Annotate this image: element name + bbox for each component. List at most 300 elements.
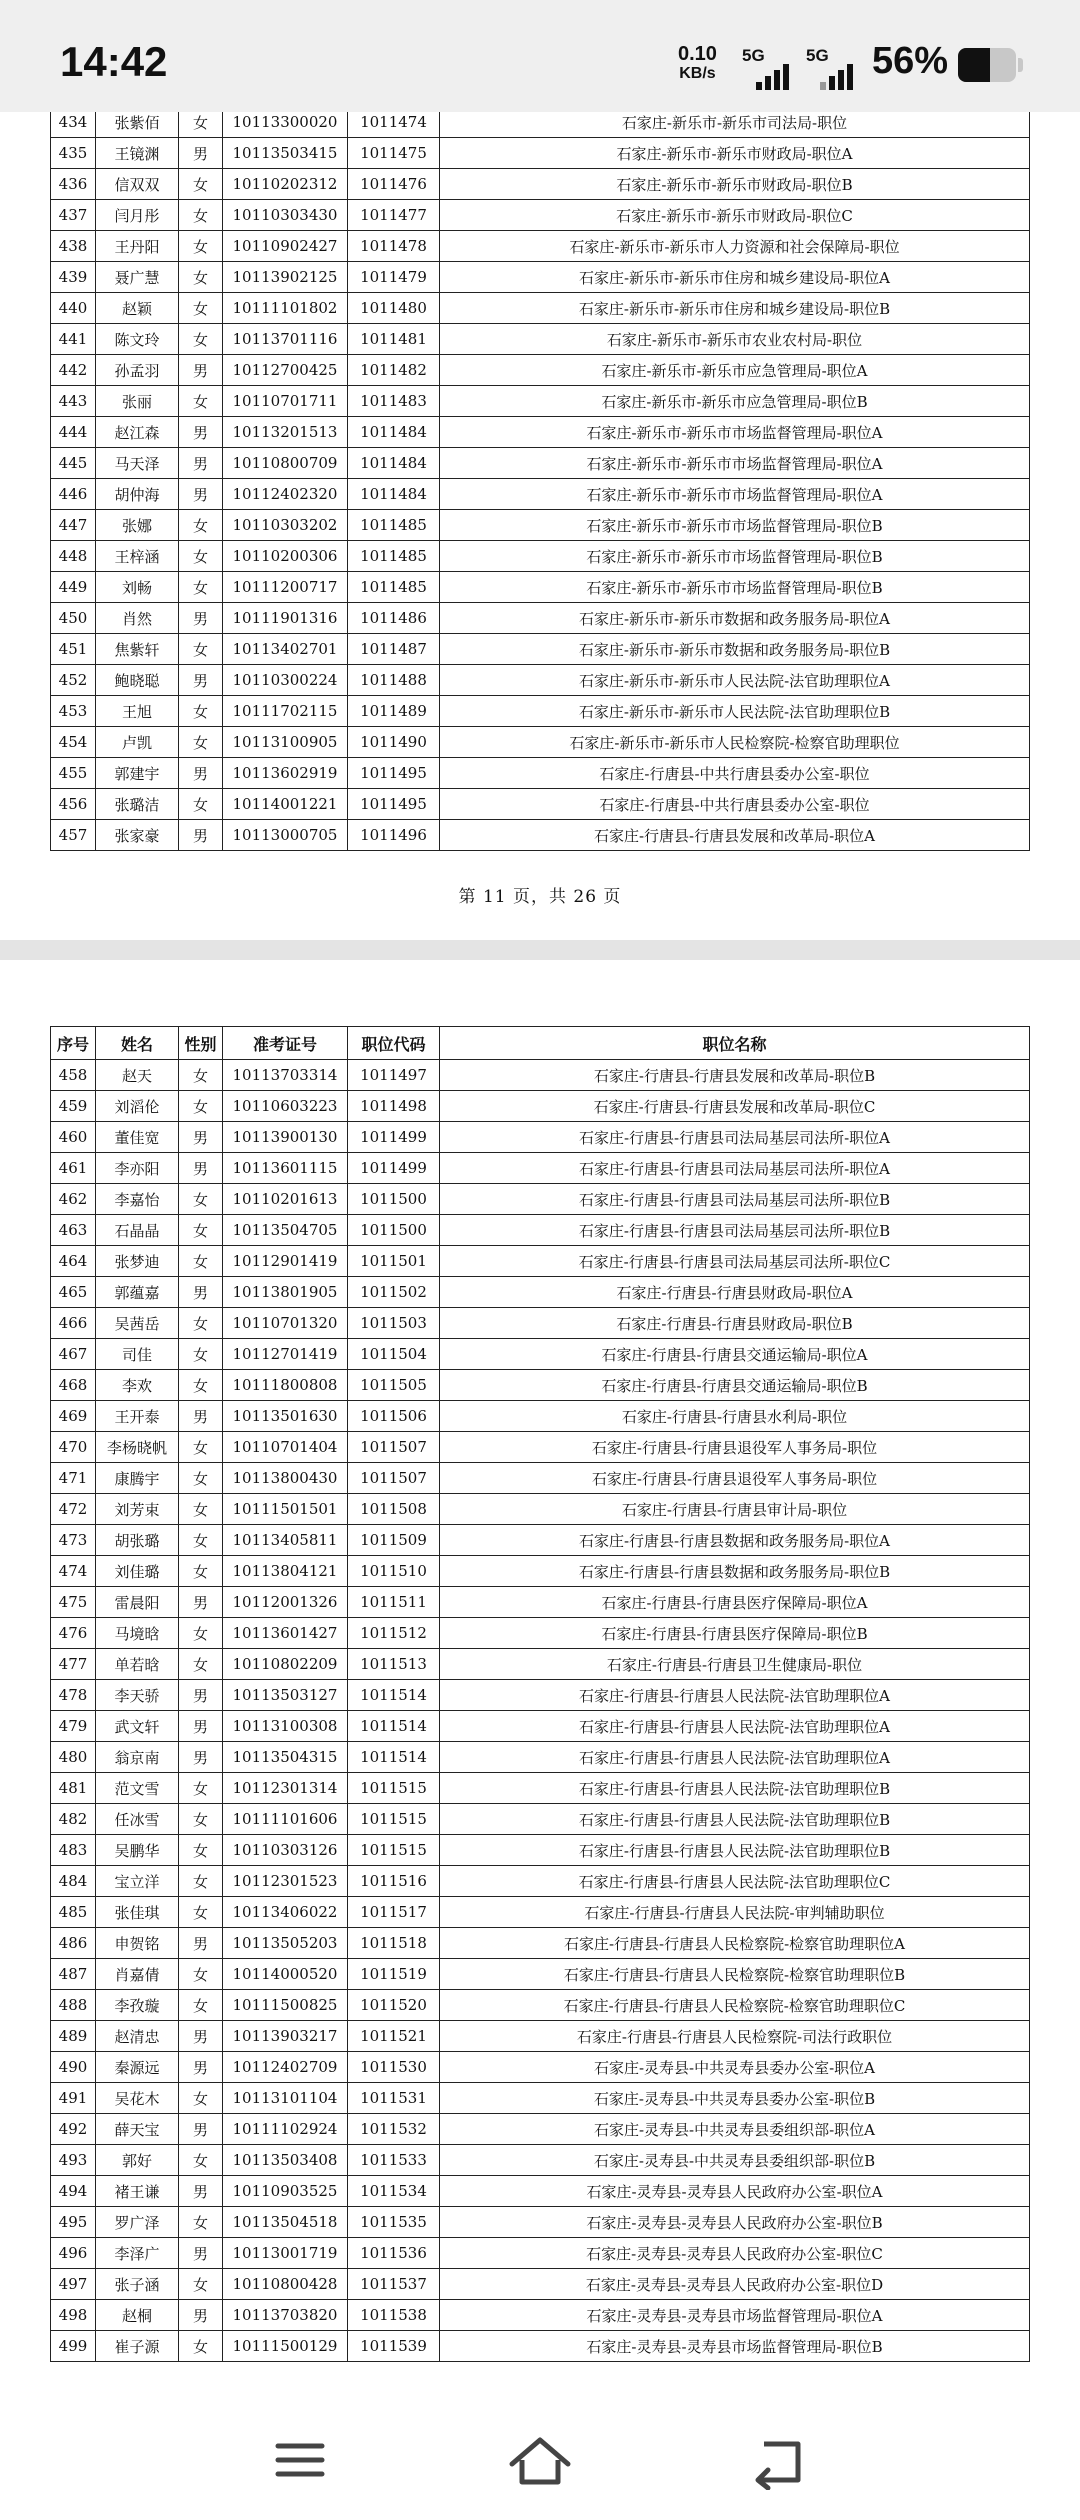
table-row bbox=[51, 1308, 1030, 1339]
gender-cell: 女 bbox=[179, 262, 223, 293]
code-cell: 1011521 bbox=[348, 2021, 440, 2052]
seq-cell: 437 bbox=[51, 200, 96, 231]
name-cell: 赵桐 bbox=[96, 2300, 179, 2331]
table-row bbox=[51, 1959, 1030, 1990]
code-cell: 1011515 bbox=[348, 1835, 440, 1866]
gender-cell: 女 bbox=[179, 1184, 223, 1215]
seq-cell: 449 bbox=[51, 572, 96, 603]
position-cell: 石家庄-行唐县-行唐县水利局-职位 bbox=[440, 1401, 1030, 1432]
seq-cell: 471 bbox=[51, 1463, 96, 1494]
seq-cell: 434 bbox=[51, 112, 96, 138]
menu-icon[interactable] bbox=[260, 2430, 340, 2490]
code-cell: 1011507 bbox=[348, 1432, 440, 1463]
ticket-cell: 10110201613 bbox=[223, 1184, 348, 1215]
name-cell: 马天泽 bbox=[96, 448, 179, 479]
network-speed bbox=[678, 44, 717, 84]
seq-cell: 492 bbox=[51, 2114, 96, 2145]
code-cell: 1011510 bbox=[348, 1556, 440, 1587]
code-cell: 1011514 bbox=[348, 1711, 440, 1742]
name-cell: 董佳宽 bbox=[96, 1122, 179, 1153]
name-cell: 赵天 bbox=[96, 1060, 179, 1091]
ticket-cell: 10111702115 bbox=[223, 696, 348, 727]
table-row bbox=[51, 1835, 1030, 1866]
table-row bbox=[51, 1990, 1030, 2021]
table-row bbox=[51, 665, 1030, 696]
position-cell: 石家庄-行唐县-行唐县审计局-职位 bbox=[440, 1494, 1030, 1525]
name-cell: 刘佳璐 bbox=[96, 1556, 179, 1587]
gender-cell: 男 bbox=[179, 603, 223, 634]
table-row bbox=[51, 1184, 1030, 1215]
code-cell: 1011503 bbox=[348, 1308, 440, 1339]
table-row bbox=[51, 572, 1030, 603]
table-row bbox=[51, 2083, 1030, 2114]
gender-cell: 男 bbox=[179, 479, 223, 510]
position-cell: 石家庄-灵寿县-中共灵寿县委办公室-职位B bbox=[440, 2083, 1030, 2114]
results-table-page-11 bbox=[50, 112, 1030, 851]
ticket-cell: 10112700425 bbox=[223, 355, 348, 386]
document-page-12 bbox=[0, 960, 1080, 2400]
code-cell: 1011517 bbox=[348, 1897, 440, 1928]
gender-cell: 女 bbox=[179, 293, 223, 324]
gender-cell: 女 bbox=[179, 386, 223, 417]
ticket-cell: 10110300224 bbox=[223, 665, 348, 696]
name-cell: 李杨晓帆 bbox=[96, 1432, 179, 1463]
name-cell: 司佳 bbox=[96, 1339, 179, 1370]
code-cell: 1011536 bbox=[348, 2238, 440, 2269]
ticket-cell: 10112001326 bbox=[223, 1587, 348, 1618]
ticket-cell: 10111200717 bbox=[223, 572, 348, 603]
name-cell: 秦源远 bbox=[96, 2052, 179, 2083]
code-cell: 1011489 bbox=[348, 696, 440, 727]
code-cell: 1011538 bbox=[348, 2300, 440, 2331]
gender-cell: 女 bbox=[179, 1804, 223, 1835]
gender-cell: 女 bbox=[179, 1432, 223, 1463]
code-cell: 1011485 bbox=[348, 541, 440, 572]
ticket-cell: 10113504518 bbox=[223, 2207, 348, 2238]
position-cell: 石家庄-行唐县-行唐县人民法院-法官助理职位B bbox=[440, 1835, 1030, 1866]
gender-cell: 女 bbox=[179, 2083, 223, 2114]
page-footer: 第 11 页，共 26 页 bbox=[458, 887, 622, 907]
ticket-cell: 10110802209 bbox=[223, 1649, 348, 1680]
ticket-cell: 10110800709 bbox=[223, 448, 348, 479]
table-row bbox=[51, 324, 1030, 355]
ticket-cell: 10110701711 bbox=[223, 386, 348, 417]
name-cell: 李欢 bbox=[96, 1370, 179, 1401]
name-cell: 李泽广 bbox=[96, 2238, 179, 2269]
code-cell: 1011507 bbox=[348, 1463, 440, 1494]
name-cell: 卢凯 bbox=[96, 727, 179, 758]
ticket-cell: 10113501630 bbox=[223, 1401, 348, 1432]
seq-cell: 438 bbox=[51, 231, 96, 262]
ticket-cell: 10114001221 bbox=[223, 789, 348, 820]
table-row bbox=[51, 448, 1030, 479]
ticket-cell: 10113503415 bbox=[223, 138, 348, 169]
ticket-cell: 10110303430 bbox=[223, 200, 348, 231]
gender-cell: 女 bbox=[179, 1370, 223, 1401]
ticket-cell: 10111500825 bbox=[223, 1990, 348, 2021]
seq-cell: 477 bbox=[51, 1649, 96, 1680]
table-row bbox=[51, 2176, 1030, 2207]
position-cell: 石家庄-新乐市-新乐市数据和政务服务局-职位A bbox=[440, 603, 1030, 634]
position-cell: 石家庄-行唐县-行唐县数据和政务服务局-职位B bbox=[440, 1556, 1030, 1587]
name-cell: 张梦迪 bbox=[96, 1246, 179, 1277]
name-cell: 陈文玲 bbox=[96, 324, 179, 355]
seq-cell: 485 bbox=[51, 1897, 96, 1928]
code-cell: 1011479 bbox=[348, 262, 440, 293]
seq-cell: 484 bbox=[51, 1866, 96, 1897]
position-cell: 石家庄-灵寿县-中共灵寿县委组织部-职位A bbox=[440, 2114, 1030, 2145]
ticket-cell: 10110902427 bbox=[223, 231, 348, 262]
seq-cell: 439 bbox=[51, 262, 96, 293]
ticket-cell: 10113800430 bbox=[223, 1463, 348, 1494]
position-cell: 石家庄-行唐县-行唐县退役军人事务局-职位 bbox=[440, 1432, 1030, 1463]
table-row bbox=[51, 1556, 1030, 1587]
position-cell: 石家庄-行唐县-行唐县人民检察院-司法行政职位 bbox=[440, 2021, 1030, 2052]
table-row bbox=[51, 386, 1030, 417]
seq-cell: 462 bbox=[51, 1184, 96, 1215]
name-cell: 张丽 bbox=[96, 386, 179, 417]
name-cell: 李亦阳 bbox=[96, 1153, 179, 1184]
seq-cell: 469 bbox=[51, 1401, 96, 1432]
name-cell: 闫月彤 bbox=[96, 200, 179, 231]
table-row bbox=[51, 479, 1030, 510]
gender-cell: 女 bbox=[179, 2145, 223, 2176]
table-row bbox=[51, 758, 1030, 789]
ticket-cell: 10110303126 bbox=[223, 1835, 348, 1866]
table-row bbox=[51, 1370, 1030, 1401]
seq-cell: 435 bbox=[51, 138, 96, 169]
position-cell: 石家庄-灵寿县-灵寿县市场监督管理局-职位A bbox=[440, 2300, 1030, 2331]
name-cell: 宝立洋 bbox=[96, 1866, 179, 1897]
position-cell: 石家庄-行唐县-行唐县交通运输局-职位A bbox=[440, 1339, 1030, 1370]
ticket-cell: 10112701419 bbox=[223, 1339, 348, 1370]
position-cell: 石家庄-行唐县-行唐县财政局-职位B bbox=[440, 1308, 1030, 1339]
position-cell: 石家庄-行唐县-行唐县数据和政务服务局-职位A bbox=[440, 1525, 1030, 1556]
code-cell: 1011484 bbox=[348, 417, 440, 448]
code-cell: 1011512 bbox=[348, 1618, 440, 1649]
name-cell: 范文雪 bbox=[96, 1773, 179, 1804]
name-cell: 王梓涵 bbox=[96, 541, 179, 572]
position-cell: 石家庄-灵寿县-中共灵寿县委组织部-职位B bbox=[440, 2145, 1030, 2176]
code-cell: 1011495 bbox=[348, 758, 440, 789]
seq-cell: 448 bbox=[51, 541, 96, 572]
name-cell: 张家豪 bbox=[96, 820, 179, 851]
position-cell: 石家庄-行唐县-行唐县交通运输局-职位B bbox=[440, 1370, 1030, 1401]
gender-cell: 男 bbox=[179, 2052, 223, 2083]
table-row bbox=[51, 1091, 1030, 1122]
ticket-cell: 10113801905 bbox=[223, 1277, 348, 1308]
signal-2-label: 5G bbox=[806, 46, 829, 65]
name-cell: 罗广泽 bbox=[96, 2207, 179, 2238]
gender-cell: 男 bbox=[179, 355, 223, 386]
name-cell: 张佳琪 bbox=[96, 1897, 179, 1928]
seq-cell: 458 bbox=[51, 1060, 96, 1091]
seq-cell: 466 bbox=[51, 1308, 96, 1339]
column-header: 性别 bbox=[179, 1027, 223, 1060]
name-cell: 吴花木 bbox=[96, 2083, 179, 2114]
code-cell: 1011530 bbox=[348, 2052, 440, 2083]
seq-cell: 475 bbox=[51, 1587, 96, 1618]
ticket-cell: 10113701116 bbox=[223, 324, 348, 355]
ticket-cell: 10114000520 bbox=[223, 1959, 348, 1990]
table-row bbox=[51, 1742, 1030, 1773]
position-cell: 石家庄-行唐县-行唐县发展和改革局-职位C bbox=[440, 1091, 1030, 1122]
seq-cell: 495 bbox=[51, 2207, 96, 2238]
gender-cell: 女 bbox=[179, 112, 223, 138]
gender-cell: 男 bbox=[179, 1587, 223, 1618]
position-cell: 石家庄-新乐市-新乐市数据和政务服务局-职位B bbox=[440, 634, 1030, 665]
gender-cell: 女 bbox=[179, 1091, 223, 1122]
seq-cell: 498 bbox=[51, 2300, 96, 2331]
ticket-cell: 10112901419 bbox=[223, 1246, 348, 1277]
position-cell: 石家庄-行唐县-行唐县人民检察院-检察官助理职位A bbox=[440, 1928, 1030, 1959]
gender-cell: 男 bbox=[179, 1680, 223, 1711]
seq-cell: 494 bbox=[51, 2176, 96, 2207]
name-cell: 聂广慧 bbox=[96, 262, 179, 293]
column-header: 准考证号 bbox=[223, 1027, 348, 1060]
column-header: 姓名 bbox=[96, 1027, 179, 1060]
seq-cell: 482 bbox=[51, 1804, 96, 1835]
ticket-cell: 10110800428 bbox=[223, 2269, 348, 2300]
seq-cell: 446 bbox=[51, 479, 96, 510]
ticket-cell: 10113900130 bbox=[223, 1122, 348, 1153]
code-cell: 1011500 bbox=[348, 1215, 440, 1246]
position-cell: 石家庄-新乐市-新乐市人民法院-法官助理职位B bbox=[440, 696, 1030, 727]
ticket-cell: 10113903217 bbox=[223, 2021, 348, 2052]
seq-cell: 499 bbox=[51, 2331, 96, 2362]
code-cell: 1011482 bbox=[348, 355, 440, 386]
table-row bbox=[51, 2238, 1030, 2269]
gender-cell: 女 bbox=[179, 1618, 223, 1649]
seq-cell: 472 bbox=[51, 1494, 96, 1525]
gender-cell: 男 bbox=[179, 417, 223, 448]
ticket-cell: 10113703820 bbox=[223, 2300, 348, 2331]
table-row bbox=[51, 1494, 1030, 1525]
ticket-cell: 10113503127 bbox=[223, 1680, 348, 1711]
table-row bbox=[51, 293, 1030, 324]
table-row bbox=[51, 2145, 1030, 2176]
position-cell: 石家庄-行唐县-行唐县司法局基层司法所-职位B bbox=[440, 1184, 1030, 1215]
name-cell: 雷晨阳 bbox=[96, 1587, 179, 1618]
gender-cell: 女 bbox=[179, 510, 223, 541]
seq-cell: 453 bbox=[51, 696, 96, 727]
name-cell: 鲍晓聪 bbox=[96, 665, 179, 696]
status-time: 14:42 bbox=[60, 38, 168, 85]
name-cell: 张紫佰 bbox=[96, 112, 179, 138]
code-cell: 1011500 bbox=[348, 1184, 440, 1215]
code-cell: 1011480 bbox=[348, 293, 440, 324]
table-row bbox=[51, 789, 1030, 820]
table-row bbox=[51, 1463, 1030, 1494]
ticket-cell: 10113602919 bbox=[223, 758, 348, 789]
table-row bbox=[51, 1897, 1030, 1928]
ticket-cell: 10111500129 bbox=[223, 2331, 348, 2362]
table-row bbox=[51, 1215, 1030, 1246]
ticket-cell: 10113504315 bbox=[223, 1742, 348, 1773]
gender-cell: 男 bbox=[179, 2300, 223, 2331]
gender-cell: 女 bbox=[179, 169, 223, 200]
seq-cell: 440 bbox=[51, 293, 96, 324]
code-cell: 1011505 bbox=[348, 1370, 440, 1401]
name-cell: 孙孟羽 bbox=[96, 355, 179, 386]
position-cell: 石家庄-新乐市-新乐市市场监督管理局-职位B bbox=[440, 510, 1030, 541]
seq-cell: 490 bbox=[51, 2052, 96, 2083]
name-cell: 吴鹏华 bbox=[96, 1835, 179, 1866]
code-cell: 1011504 bbox=[348, 1339, 440, 1370]
table-row bbox=[51, 1401, 1030, 1432]
position-cell: 石家庄-新乐市-新乐市住房和城乡建设局-职位B bbox=[440, 293, 1030, 324]
name-cell: 王丹阳 bbox=[96, 231, 179, 262]
name-cell: 褚王谦 bbox=[96, 2176, 179, 2207]
gender-cell: 女 bbox=[179, 1525, 223, 1556]
gender-cell: 女 bbox=[179, 1773, 223, 1804]
code-cell: 1011519 bbox=[348, 1959, 440, 1990]
ticket-cell: 10110202312 bbox=[223, 169, 348, 200]
gender-cell: 男 bbox=[179, 1153, 223, 1184]
name-cell: 崔子源 bbox=[96, 2331, 179, 2362]
table-row bbox=[51, 1060, 1030, 1091]
code-cell: 1011502 bbox=[348, 1277, 440, 1308]
position-cell: 石家庄-行唐县-行唐县退役军人事务局-职位 bbox=[440, 1463, 1030, 1494]
network-speed-value: 0.10 bbox=[678, 43, 717, 65]
position-cell: 石家庄-灵寿县-灵寿县人民政府办公室-职位A bbox=[440, 2176, 1030, 2207]
position-cell: 石家庄-行唐县-行唐县人民法院-法官助理职位A bbox=[440, 1742, 1030, 1773]
code-cell: 1011520 bbox=[348, 1990, 440, 2021]
code-cell: 1011506 bbox=[348, 1401, 440, 1432]
seq-cell: 476 bbox=[51, 1618, 96, 1649]
position-cell: 石家庄-新乐市-新乐市市场监督管理局-职位B bbox=[440, 572, 1030, 603]
seq-cell: 467 bbox=[51, 1339, 96, 1370]
seq-cell: 488 bbox=[51, 1990, 96, 2021]
gender-cell: 女 bbox=[179, 727, 223, 758]
table-row bbox=[51, 1649, 1030, 1680]
code-cell: 1011518 bbox=[348, 1928, 440, 1959]
seq-cell: 474 bbox=[51, 1556, 96, 1587]
gender-cell: 男 bbox=[179, 448, 223, 479]
ticket-cell: 10113504705 bbox=[223, 1215, 348, 1246]
name-cell: 刘芳束 bbox=[96, 1494, 179, 1525]
position-cell: 石家庄-灵寿县-中共灵寿县委办公室-职位A bbox=[440, 2052, 1030, 2083]
table-row bbox=[51, 169, 1030, 200]
ticket-cell: 10113402701 bbox=[223, 634, 348, 665]
position-cell: 石家庄-新乐市-新乐市人民法院-法官助理职位A bbox=[440, 665, 1030, 696]
ticket-cell: 10111901316 bbox=[223, 603, 348, 634]
seq-cell: 461 bbox=[51, 1153, 96, 1184]
seq-cell: 479 bbox=[51, 1711, 96, 1742]
table-row bbox=[51, 1153, 1030, 1184]
seq-cell: 455 bbox=[51, 758, 96, 789]
gender-cell: 男 bbox=[179, 758, 223, 789]
code-cell: 1011533 bbox=[348, 2145, 440, 2176]
name-cell: 赵清忠 bbox=[96, 2021, 179, 2052]
code-cell: 1011501 bbox=[348, 1246, 440, 1277]
table-row bbox=[51, 727, 1030, 758]
name-cell: 焦紫轩 bbox=[96, 634, 179, 665]
position-cell: 石家庄-行唐县-行唐县医疗保障局-职位B bbox=[440, 1618, 1030, 1649]
position-cell: 石家庄-新乐市-新乐市财政局-职位A bbox=[440, 138, 1030, 169]
code-cell: 1011535 bbox=[348, 2207, 440, 2238]
position-cell: 石家庄-新乐市-新乐市司法局-职位 bbox=[440, 112, 1030, 138]
name-cell: 单若晗 bbox=[96, 1649, 179, 1680]
table-row bbox=[51, 2331, 1030, 2362]
position-cell: 石家庄-行唐县-行唐县人民法院-审判辅助职位 bbox=[440, 1897, 1030, 1928]
position-cell: 石家庄-行唐县-行唐县人民法院-法官助理职位A bbox=[440, 1711, 1030, 1742]
ticket-cell: 10111101802 bbox=[223, 293, 348, 324]
position-cell: 石家庄-行唐县-行唐县司法局基层司法所-职位A bbox=[440, 1122, 1030, 1153]
position-cell: 石家庄-行唐县-行唐县人民法院-法官助理职位B bbox=[440, 1804, 1030, 1835]
name-cell: 王旭 bbox=[96, 696, 179, 727]
code-cell: 1011477 bbox=[348, 200, 440, 231]
gender-cell: 男 bbox=[179, 820, 223, 851]
gender-cell: 女 bbox=[179, 789, 223, 820]
gender-cell: 女 bbox=[179, 634, 223, 665]
position-cell: 石家庄-行唐县-行唐县人民法院-法官助理职位C bbox=[440, 1866, 1030, 1897]
gender-cell: 男 bbox=[179, 665, 223, 696]
code-cell: 1011476 bbox=[348, 169, 440, 200]
gender-cell: 男 bbox=[179, 1277, 223, 1308]
position-cell: 石家庄-新乐市-新乐市住房和城乡建设局-职位A bbox=[440, 262, 1030, 293]
table-row bbox=[51, 1525, 1030, 1556]
ticket-cell: 10113601115 bbox=[223, 1153, 348, 1184]
position-cell: 石家庄-新乐市-新乐市财政局-职位B bbox=[440, 169, 1030, 200]
home-icon[interactable] bbox=[500, 2430, 580, 2490]
gender-cell: 女 bbox=[179, 1835, 223, 1866]
page-separator bbox=[0, 940, 1080, 960]
code-cell: 1011490 bbox=[348, 727, 440, 758]
table-row bbox=[51, 2269, 1030, 2300]
seq-cell: 447 bbox=[51, 510, 96, 541]
ticket-cell: 10113001719 bbox=[223, 2238, 348, 2269]
back-icon[interactable] bbox=[740, 2430, 820, 2490]
ticket-cell: 10113804121 bbox=[223, 1556, 348, 1587]
ticket-cell: 10110701404 bbox=[223, 1432, 348, 1463]
gender-cell: 女 bbox=[179, 572, 223, 603]
code-cell: 1011481 bbox=[348, 324, 440, 355]
code-cell: 1011498 bbox=[348, 1091, 440, 1122]
gender-cell: 女 bbox=[179, 1308, 223, 1339]
table-row bbox=[51, 1711, 1030, 1742]
gender-cell: 男 bbox=[179, 2114, 223, 2145]
position-cell: 石家庄-行唐县-中共行唐县委办公室-职位 bbox=[440, 789, 1030, 820]
gender-cell: 女 bbox=[179, 1556, 223, 1587]
gender-cell: 女 bbox=[179, 324, 223, 355]
gender-cell: 女 bbox=[179, 1649, 223, 1680]
name-cell: 胡仲海 bbox=[96, 479, 179, 510]
table-row bbox=[51, 1928, 1030, 1959]
code-cell: 1011513 bbox=[348, 1649, 440, 1680]
code-cell: 1011509 bbox=[348, 1525, 440, 1556]
table-row bbox=[51, 2021, 1030, 2052]
ticket-cell: 10112402320 bbox=[223, 479, 348, 510]
code-cell: 1011485 bbox=[348, 510, 440, 541]
name-cell: 赵颖 bbox=[96, 293, 179, 324]
seq-cell: 491 bbox=[51, 2083, 96, 2114]
gender-cell: 男 bbox=[179, 1711, 223, 1742]
name-cell: 郭建宇 bbox=[96, 758, 179, 789]
ticket-cell: 10110903525 bbox=[223, 2176, 348, 2207]
ticket-cell: 10113201513 bbox=[223, 417, 348, 448]
code-cell: 1011508 bbox=[348, 1494, 440, 1525]
seq-cell: 441 bbox=[51, 324, 96, 355]
name-cell: 肖然 bbox=[96, 603, 179, 634]
gender-cell: 女 bbox=[179, 200, 223, 231]
name-cell: 薛天宝 bbox=[96, 2114, 179, 2145]
table-row bbox=[51, 112, 1030, 138]
code-cell: 1011532 bbox=[348, 2114, 440, 2145]
ticket-cell: 10110701320 bbox=[223, 1308, 348, 1339]
position-cell: 石家庄-灵寿县-灵寿县市场监督管理局-职位B bbox=[440, 2331, 1030, 2362]
battery-icon bbox=[958, 48, 1016, 82]
